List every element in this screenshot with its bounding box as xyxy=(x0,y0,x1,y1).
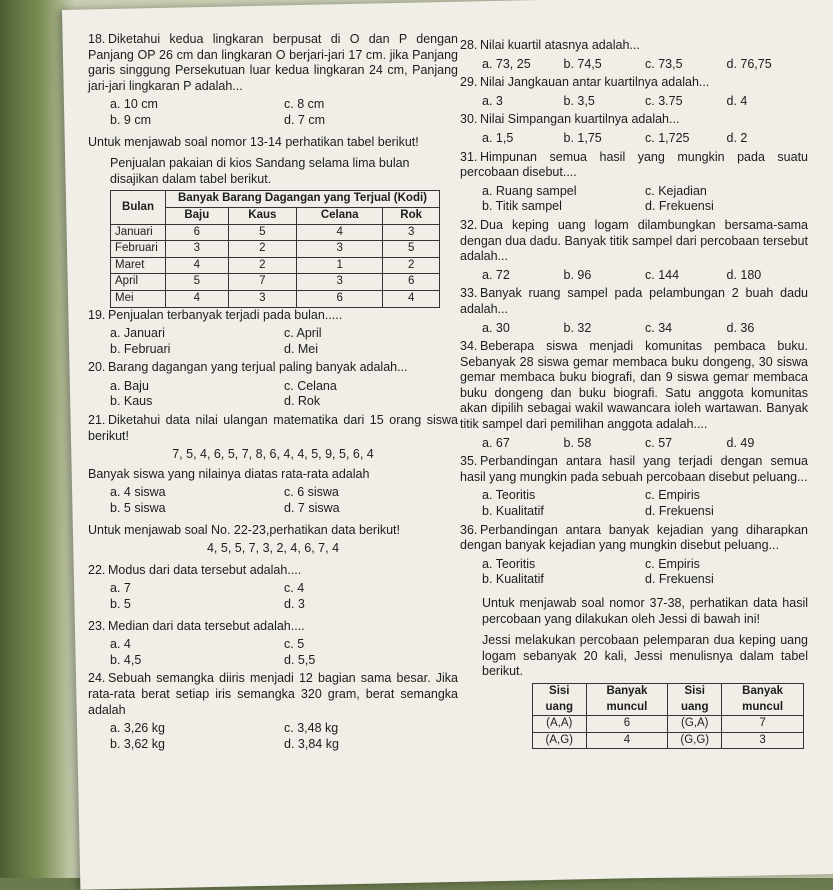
question-22 xyxy=(88,563,458,579)
option: b. 9 cm xyxy=(110,112,151,127)
question-20 xyxy=(88,360,458,376)
option: d. Frekuensi xyxy=(645,572,714,587)
cell: 7 xyxy=(722,716,804,733)
header-col: Celana xyxy=(297,207,383,224)
option: b. 96 xyxy=(563,267,592,282)
cell: 3 xyxy=(297,241,383,258)
option: b. 3,5 xyxy=(563,93,595,108)
options-18 xyxy=(88,97,458,128)
question-text: Nilai Simpangan kuartilnya adalah... xyxy=(480,112,680,127)
cell: 6 xyxy=(297,290,383,307)
option: c. 57 xyxy=(645,435,673,450)
option: c. Kejadian xyxy=(645,183,707,198)
option: b. Kualitatif xyxy=(482,504,544,519)
options-23 xyxy=(88,637,458,668)
table-row xyxy=(111,274,440,291)
left-column xyxy=(88,32,458,755)
cell: (G,G) xyxy=(668,732,722,749)
options-30 xyxy=(460,131,808,147)
cell: 1 xyxy=(297,257,383,274)
cell: Maret xyxy=(111,257,166,274)
question-number: 24. xyxy=(88,671,106,686)
option: c. 144 xyxy=(645,267,680,282)
question-number: 33. xyxy=(460,286,478,301)
option: d. 3,84 kg xyxy=(284,736,339,751)
option: c. 3,48 kg xyxy=(284,721,339,736)
option: c. Celana xyxy=(284,378,337,393)
question-text: Banyak ruang sampel pada pelambungan 2 buah dadu adalah... xyxy=(460,286,808,316)
option: d. Frekuensi xyxy=(645,504,714,519)
option: a. 30 xyxy=(482,320,510,335)
option: c. 34 xyxy=(645,320,673,335)
question-19 xyxy=(88,308,458,324)
cell: 3 xyxy=(297,274,383,291)
question-text: Median dari data tersebut adalah.... xyxy=(108,618,305,633)
cell: 5 xyxy=(228,224,296,241)
question-number: 32. xyxy=(460,217,478,232)
option: d. 7 siswa xyxy=(284,501,340,516)
question-text: Modus dari data tersebut adalah.... xyxy=(108,562,302,577)
header-col: Rok xyxy=(383,207,440,224)
cell: 4 xyxy=(166,257,229,274)
cell: April xyxy=(111,274,166,291)
option: b. Februari xyxy=(110,341,171,356)
question-21-sub: Banyak siswa yang nilainya diatas rata-rata adalah xyxy=(88,466,370,481)
question-number: 22. xyxy=(88,562,106,577)
option: a. 3 xyxy=(482,93,503,108)
cell: 6 xyxy=(383,274,440,291)
option: c. 6 siswa xyxy=(284,485,339,500)
option: a. 3,26 kg xyxy=(110,721,165,736)
option: c. 1,725 xyxy=(645,130,690,145)
question-number: 18. xyxy=(88,32,106,46)
cell: 4 xyxy=(166,290,229,307)
question-text: Dua keping uang logam dilambungkan bersama-sama dengan dua dadu. Banyak titik sampel dari percobaan tersebut adalah... xyxy=(460,217,808,264)
option: d. Rok xyxy=(284,394,321,409)
option: a. Baju xyxy=(110,378,149,393)
cell: (G,A) xyxy=(668,716,722,733)
question-text: Sebuah semangka diiris menjadi 12 bagian sama besar. Jika rata-rata berat setiap iris semangka 320 gram, berat semangka adalah xyxy=(88,671,458,717)
option: d. 3 xyxy=(284,597,305,611)
question-number: 34. xyxy=(460,339,478,354)
option: b. Kaus xyxy=(110,394,153,409)
data-21: 7, 5, 4, 6, 5, 7, 8, 6, 4, 4, 5, 9, 5, 6, 4 xyxy=(172,447,374,462)
option: d. Frekuensi xyxy=(645,199,714,214)
option: d. 36 xyxy=(726,320,755,335)
header-col: Banyak muncul xyxy=(722,683,804,715)
question-text: Perbandingan antara banyak kejadian yang diharapkan dengan banyak kejadian yang mungkin disebut peluang... xyxy=(460,522,808,553)
option: b. 1,75 xyxy=(563,130,602,145)
option: d. 7 cm xyxy=(284,112,325,127)
cell: 4 xyxy=(586,732,668,749)
header-col: Baju xyxy=(166,207,229,224)
cell: 2 xyxy=(228,241,296,258)
header-group: Banyak Barang Dagangan yang Terjual (Kodi) xyxy=(166,191,440,208)
cell: 2 xyxy=(383,257,440,274)
question-number: 28. xyxy=(460,38,478,52)
option: a. Teoritis xyxy=(482,488,536,503)
intro-37-38: Untuk menjawab soal nomor 37-38, perhatikan data hasil percobaan yang dilakukan oleh Jessi di bawah ini! xyxy=(482,596,808,626)
options-36 xyxy=(460,557,808,588)
header-col: Banyak muncul xyxy=(586,683,668,715)
option: a. 1,5 xyxy=(482,130,514,145)
question-36 xyxy=(460,523,808,554)
option: a. 4 xyxy=(110,637,131,652)
question-18 xyxy=(88,32,458,94)
cell: Mei xyxy=(111,290,166,307)
question-24 xyxy=(88,671,458,718)
question-text: Diketahui data nilai ulangan matematika dari 15 orang siswa berikut! xyxy=(88,413,458,443)
option: a. 73, 25 xyxy=(482,56,531,71)
option: b. 5 xyxy=(110,597,131,611)
header-col: Sisi uang xyxy=(533,683,587,715)
question-number: 29. xyxy=(460,75,478,90)
cell: 4 xyxy=(297,224,383,241)
cell: Januari xyxy=(111,224,166,241)
question-number: 21. xyxy=(88,413,106,428)
question-number: 19. xyxy=(88,307,106,322)
option: a. 7 xyxy=(110,581,131,596)
options-21 xyxy=(88,485,458,516)
header-bulan: Bulan xyxy=(111,191,166,224)
question-number: 35. xyxy=(460,454,478,469)
data-22-23: 4, 5, 5, 7, 3, 2, 4, 6, 7, 4 xyxy=(206,541,340,556)
option: c. 5 xyxy=(284,637,305,652)
options-20 xyxy=(88,379,458,410)
option: d. 180 xyxy=(726,267,762,282)
table-row xyxy=(111,224,440,241)
question-number: 36. xyxy=(460,522,478,537)
option: a. 67 xyxy=(482,435,510,450)
question-text: Penjualan terbanyak terjadi pada bulan..... xyxy=(108,307,343,322)
options-35 xyxy=(460,488,808,519)
question-28 xyxy=(460,38,808,54)
cell: Februari xyxy=(111,241,166,258)
option: a. 72 xyxy=(482,267,510,282)
option: c. 4 xyxy=(284,581,305,596)
question-29 xyxy=(460,75,808,91)
question-number: 20. xyxy=(88,360,106,375)
question-text: Perbandingan antara hasil yang terjadi dengan semua hasil yang mungkin pada sebuah percobaan disebut peluang... xyxy=(460,454,808,484)
question-number: 23. xyxy=(88,618,106,633)
cell: 3 xyxy=(383,224,440,241)
option: b. 5 siswa xyxy=(110,501,166,516)
cell: 5 xyxy=(166,274,229,291)
option: d. 2 xyxy=(726,130,748,145)
option: d. 4 xyxy=(726,93,748,108)
option: d. 49 xyxy=(726,435,755,450)
question-35 xyxy=(460,454,808,485)
options-19 xyxy=(88,326,458,357)
options-22 xyxy=(88,581,458,612)
options-24 xyxy=(88,721,458,752)
table-caption: Penjualan pakaian di kios Sandang selama lima bulan disajikan dalam tabel berikut. xyxy=(110,156,410,186)
table-row xyxy=(533,732,804,749)
table-row xyxy=(533,716,804,733)
option: b. 4,5 xyxy=(110,652,142,667)
option: b. 3,62 kg xyxy=(110,736,165,751)
option: c. Empiris xyxy=(645,488,700,503)
question-text: Himpunan semua hasil yang mungkin pada suatu percobaan disebut.... xyxy=(460,149,808,180)
jessi-text: Jessi melakukan percobaan pelemparan dua keping uang logam sebanyak 20 kali, Jessi menulisnya dalam tabel berikut. xyxy=(482,633,808,679)
cell: 6 xyxy=(586,716,668,733)
right-column xyxy=(460,38,808,749)
table-row xyxy=(111,290,440,307)
question-number: 30. xyxy=(460,112,478,127)
cell: 7 xyxy=(228,274,296,291)
option: d. Mei xyxy=(284,341,319,356)
cell: 6 xyxy=(166,224,229,241)
cell: (A,A) xyxy=(533,716,587,733)
option: c. 3.75 xyxy=(645,93,683,108)
option: d. 5,5 xyxy=(284,652,316,667)
sales-table xyxy=(110,190,440,307)
options-34 xyxy=(460,436,808,452)
option: c. 73,5 xyxy=(645,56,683,71)
option: b. 74,5 xyxy=(563,56,602,71)
option: d. 76,75 xyxy=(726,56,772,71)
cell: 3 xyxy=(722,732,804,749)
option: a. 4 siswa xyxy=(110,485,166,500)
option: c. Empiris xyxy=(645,556,700,571)
question-text: Beberapa siswa menjadi komunitas pembaca buku. Sebanyak 28 siswa gemar membaca buku dongeng, 30 siswa gemar membaca buku biografi, dan 9 siswa gemar membaca buku dongeng dan buku biografi. Satu anggota komunitas akan dipilih sebagai wakil wawancara ioleh wartawan. Banyak titik sampel dari pemilihan anggota adalah.... xyxy=(460,339,808,432)
option: a. Teoritis xyxy=(482,556,536,571)
header-col: Sisi uang xyxy=(668,683,722,715)
question-number: 31. xyxy=(460,149,478,164)
table-row xyxy=(111,241,440,258)
question-text: Diketahui kedua lingkaran berpusat di O dan P dengan Panjang OP 26 cm dan lingkaran O berjari-jari 17 cm. jika Panjang garis singgung Persekutuan luar kedua lingkaran 24 cm, Panjang jari-jari lingkaran P adalah... xyxy=(88,32,458,93)
intro-22-23: Untuk menjawab soal No. 22-23,perhatikan data berikut! xyxy=(88,522,400,537)
question-33 xyxy=(460,286,808,317)
question-text: Nilai Jangkauan antar kuartilnya adalah... xyxy=(480,75,710,90)
options-33 xyxy=(460,321,808,337)
options-29 xyxy=(460,94,808,110)
question-32 xyxy=(460,218,808,265)
cell: 4 xyxy=(383,290,440,307)
question-21 xyxy=(88,413,458,444)
question-30 xyxy=(460,112,808,128)
option: a. Ruang sampel xyxy=(482,183,577,198)
option: b. 32 xyxy=(563,320,592,335)
question-text: Nilai kuartil atasnya adalah... xyxy=(480,38,640,52)
table-row xyxy=(111,257,440,274)
cell: 2 xyxy=(228,257,296,274)
intro-13-14: Untuk menjawab soal nomor 13-14 perhatikan tabel berikut! xyxy=(88,134,419,149)
option: a. Januari xyxy=(110,326,165,341)
header-col: Kaus xyxy=(228,207,296,224)
question-34 xyxy=(460,339,808,433)
option: a. 10 cm xyxy=(110,97,158,112)
option: b. Kualitatif xyxy=(482,572,544,587)
option: c. 8 cm xyxy=(284,97,325,112)
options-28 xyxy=(460,57,808,73)
question-31 xyxy=(460,150,808,181)
coin-table xyxy=(532,683,804,749)
options-31 xyxy=(460,184,808,215)
cell: 3 xyxy=(166,241,229,258)
cell: (A,G) xyxy=(533,732,587,749)
question-text: Barang dagangan yang terjual paling banyak adalah... xyxy=(108,360,408,375)
option: b. 58 xyxy=(563,435,592,450)
question-23 xyxy=(88,619,458,635)
option: b. Titik sampel xyxy=(482,199,562,214)
option: c. April xyxy=(284,326,322,341)
options-32 xyxy=(460,268,808,284)
cell: 3 xyxy=(228,290,296,307)
cell: 5 xyxy=(383,241,440,258)
